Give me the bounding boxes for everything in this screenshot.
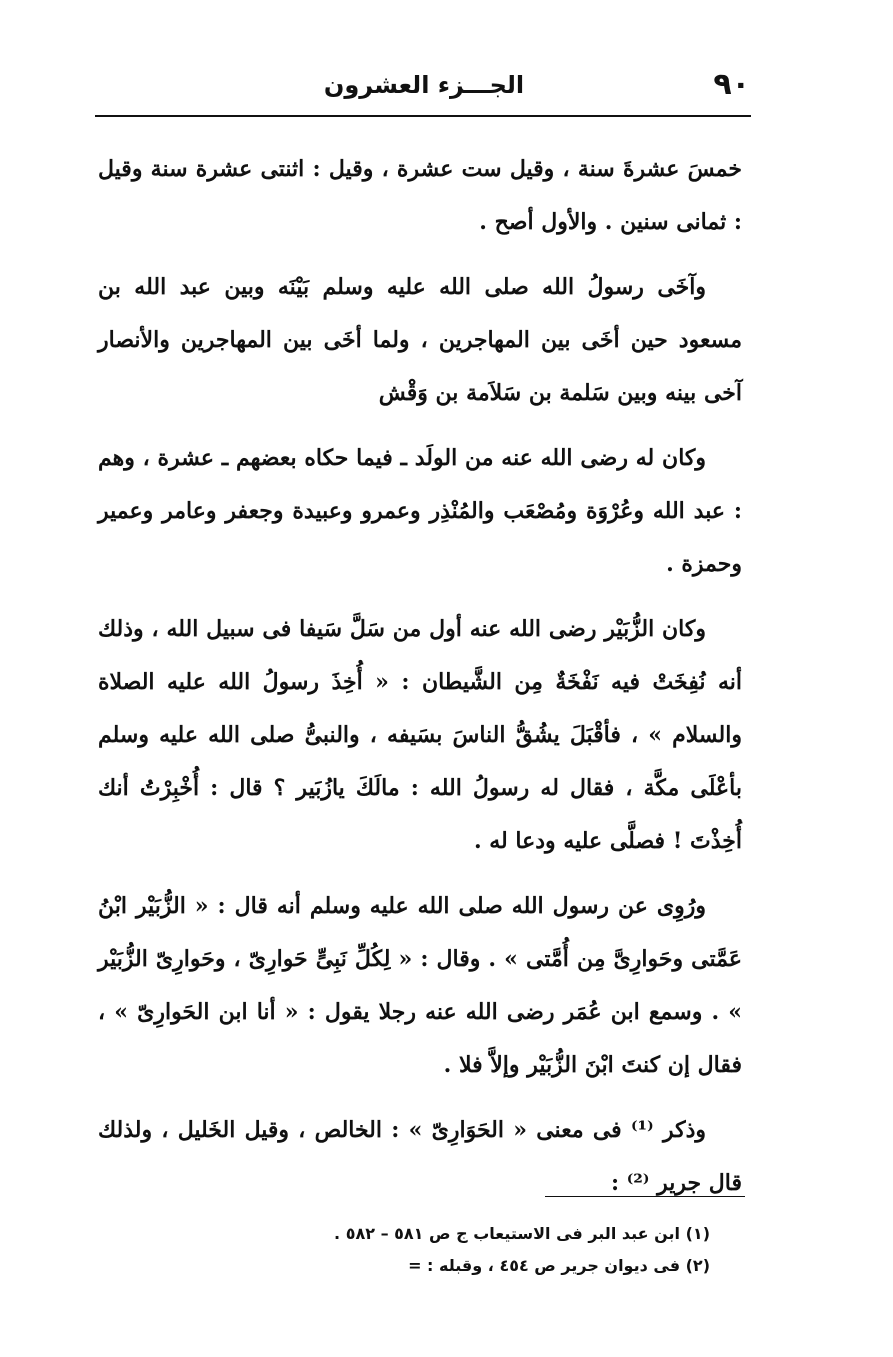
paragraph: وآخَى رسولُ الله صلى الله عليه وسلم بَيْنَه وبين عبد الله بن مسعود حين أخَى بين المهاجرين ، ولما أخَى بين المهاجرين والأنصار آخى بينه وبين سَلمة بن سَلاَمة بن وَقْش xyxy=(98,274,742,406)
page-number: ٩٠ xyxy=(713,67,750,102)
paragraph: وذكر ⁽¹⁾ فى معنى « الحَوَارِىّ » : الخالص ، وقيل الخَليل ، ولذلك قال جرير ⁽²⁾ : xyxy=(98,1117,742,1196)
page-header xyxy=(98,68,750,108)
footnote: (٢) فى ديوان جرير ص ٤٥٤ ، وقبله : = xyxy=(408,1256,710,1275)
footnote-rule xyxy=(545,1196,745,1197)
paragraph: وكان الزُّبَيْر رضى الله عنه أول من سَلَّ سَيفا فى سبيل الله ، وذلك أنه نُفِخَتْ فيه نَفْخَةٌ مِن الشَّيطان : « أُخِذَ رسولُ الله عليه الصلاة والسلام » ، فأقْبَلَ يشُقُّ الناسَ بسَيفه ، والنبىُّ صلى الله عليه وسلم بأعْلَى مكَّة ، فقال له رسولُ الله : مالَكَ يازُبَير ؟ قال : أُخْبِرْتُ أنك أُخِذْتَ ! فصلَّى عليه ودعا له . xyxy=(98,616,742,854)
footnote: (١) ابن عبد البر فى الاستيعاب ج ص ٥٨١ – ٥٨٢ . xyxy=(334,1224,710,1243)
body-text xyxy=(98,143,742,1222)
paragraph: خمسَ عشرةَ سنة ، وقيل ست عشرة ، وقيل : اثنتى عشرة سنة وقيل : ثمانى سنين . والأول أصح . xyxy=(98,156,742,235)
header-rule xyxy=(95,115,751,117)
paragraph: ورُوِى عن رسول الله صلى الله عليه وسلم أنه قال : « الزُّبَيْر ابْنُ عَمَّتى وحَوارِىَّ مِن أُمَّتى » . وقال : « لِكُلِّ نَبِىٍّ حَوارِىّ ، وحَوارِىّ الزُّبَيْر » . وسمع ابن عُمَر رضى الله عنه رجلا يقول : « أنا ابن الحَوارِىّ » ، فقال إن كنتَ ابْنَ الزُّبَيْر وإلاَّ فلا . xyxy=(98,893,742,1078)
running-title: الجـــزء العشرون xyxy=(323,71,525,99)
footnotes xyxy=(160,1218,710,1282)
paragraph: وكان له رضى الله عنه من الولَد ـ فيما حكاه بعضهم ـ عشرة ، وهم : عبد الله وعُرْوَة ومُصْعَب والمُنْذِر وعمرو وعبيدة وجعفر وعامر وعمير وحمزة . xyxy=(98,445,742,577)
